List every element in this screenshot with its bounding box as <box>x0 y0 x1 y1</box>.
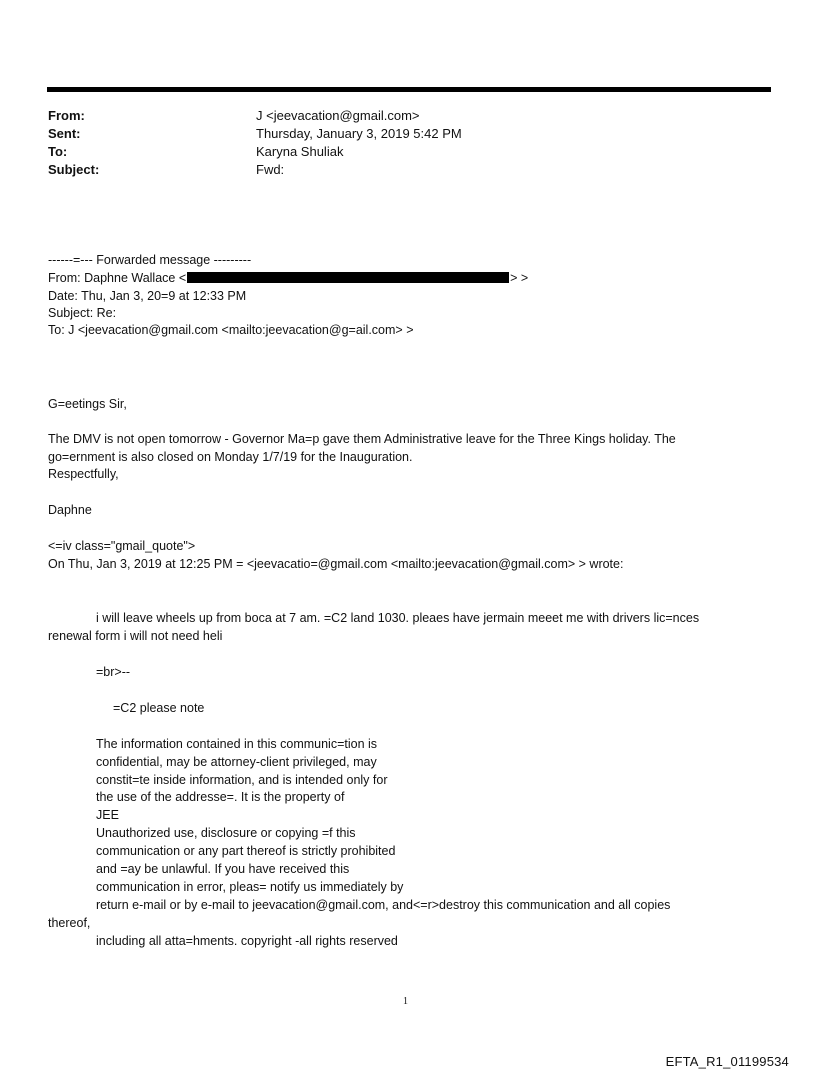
reply-closing: Respectfully, <box>48 467 119 481</box>
reply-paragraph-line-1: The DMV is not open tomorrow - Governor Ma=p gave them Administrative leave for the Three Kings holiday. The <box>48 432 676 446</box>
forwarded-to-line: To: J <jeevacation@gmail.com <mailto:jeevacation@g=ail.com> > <box>48 323 414 337</box>
forwarded-from-prefix: From: Daphne Wallace < <box>48 271 187 285</box>
forwarded-from-suffix: > > <box>510 271 529 285</box>
disclaimer-line: confidential, may be attorney-client privileged, may <box>96 755 377 769</box>
quote-message-line-1: i will leave wheels up from boca at 7 am. =C2 land 1030. pleaes have jermain meeet me with drivers lic=nces <box>96 611 700 625</box>
sent-value: Thursday, January 3, 2019 5:42 PM <box>256 126 462 141</box>
quote-div-tag: <=iv class="gmail_quote"> <box>48 539 196 553</box>
forwarded-from-line <box>48 270 528 287</box>
redaction-bar <box>187 272 509 283</box>
disclaimer-line: the use of the addresse=. It is the property of <box>96 790 345 804</box>
page-number: 1 <box>403 996 408 1007</box>
disclaimer-line: thereof, <box>48 916 91 930</box>
sent-label: Sent: <box>48 126 81 141</box>
to-label: To: <box>48 144 68 159</box>
subject-label: Subject: <box>48 162 100 177</box>
disclaimer-line: constit=te inside information, and is intended only for <box>96 773 388 787</box>
forwarded-date-line: Date: Thu, Jan 3, 20=9 at 12:33 PM <box>48 289 247 303</box>
quote-br-tag: =br>-- <box>96 665 131 679</box>
forwarded-divider: ------=--- Forwarded message --------- <box>48 253 252 267</box>
disclaimer-line: including all atta=hments. copyright -all rights reserved <box>96 934 398 948</box>
disclaimer-line: Unauthorized use, disclosure or copying =f this <box>96 826 356 840</box>
subject-value: Fwd: <box>256 162 285 177</box>
disclaimer-line: and =ay be unlawful. If you have received this <box>96 862 350 876</box>
to-value: Karyna Shuliak <box>256 144 344 159</box>
disclaimer-line: return e-mail or by e-mail to jeevacation@gmail.com, and<=r>destroy this communication and all copies <box>96 898 671 912</box>
from-label: From: <box>48 108 85 123</box>
quote-please-note: =C2 please note <box>113 701 205 715</box>
reply-paragraph-line-2: go=ernment is also closed on Monday 1/7/19 for the Inauguration. <box>48 450 413 464</box>
disclaimer-line: communication in error, pleas= notify us immediately by <box>96 880 404 894</box>
disclaimer-line: The information contained in this communic=tion is <box>96 737 378 751</box>
quote-message-line-2: renewal form i will not need heli <box>48 629 223 643</box>
disclaimer-line: JEE <box>96 808 119 822</box>
document-id-stamp: EFTA_R1_01199534 <box>665 1054 789 1069</box>
reply-greeting: G=eetings Sir, <box>48 397 127 411</box>
header-rule <box>47 87 771 92</box>
reply-signature: Daphne <box>48 503 92 517</box>
quote-attribution: On Thu, Jan 3, 2019 at 12:25 PM = <jeevacatio=@gmail.com <mailto:jeevacation@gmail.com> > wrote: <box>48 557 624 571</box>
disclaimer-line: communication or any part thereof is strictly prohibited <box>96 844 396 858</box>
forwarded-subject-line: Subject: Re: <box>48 306 117 320</box>
from-value: J <jeevacation@gmail.com> <box>256 108 420 123</box>
